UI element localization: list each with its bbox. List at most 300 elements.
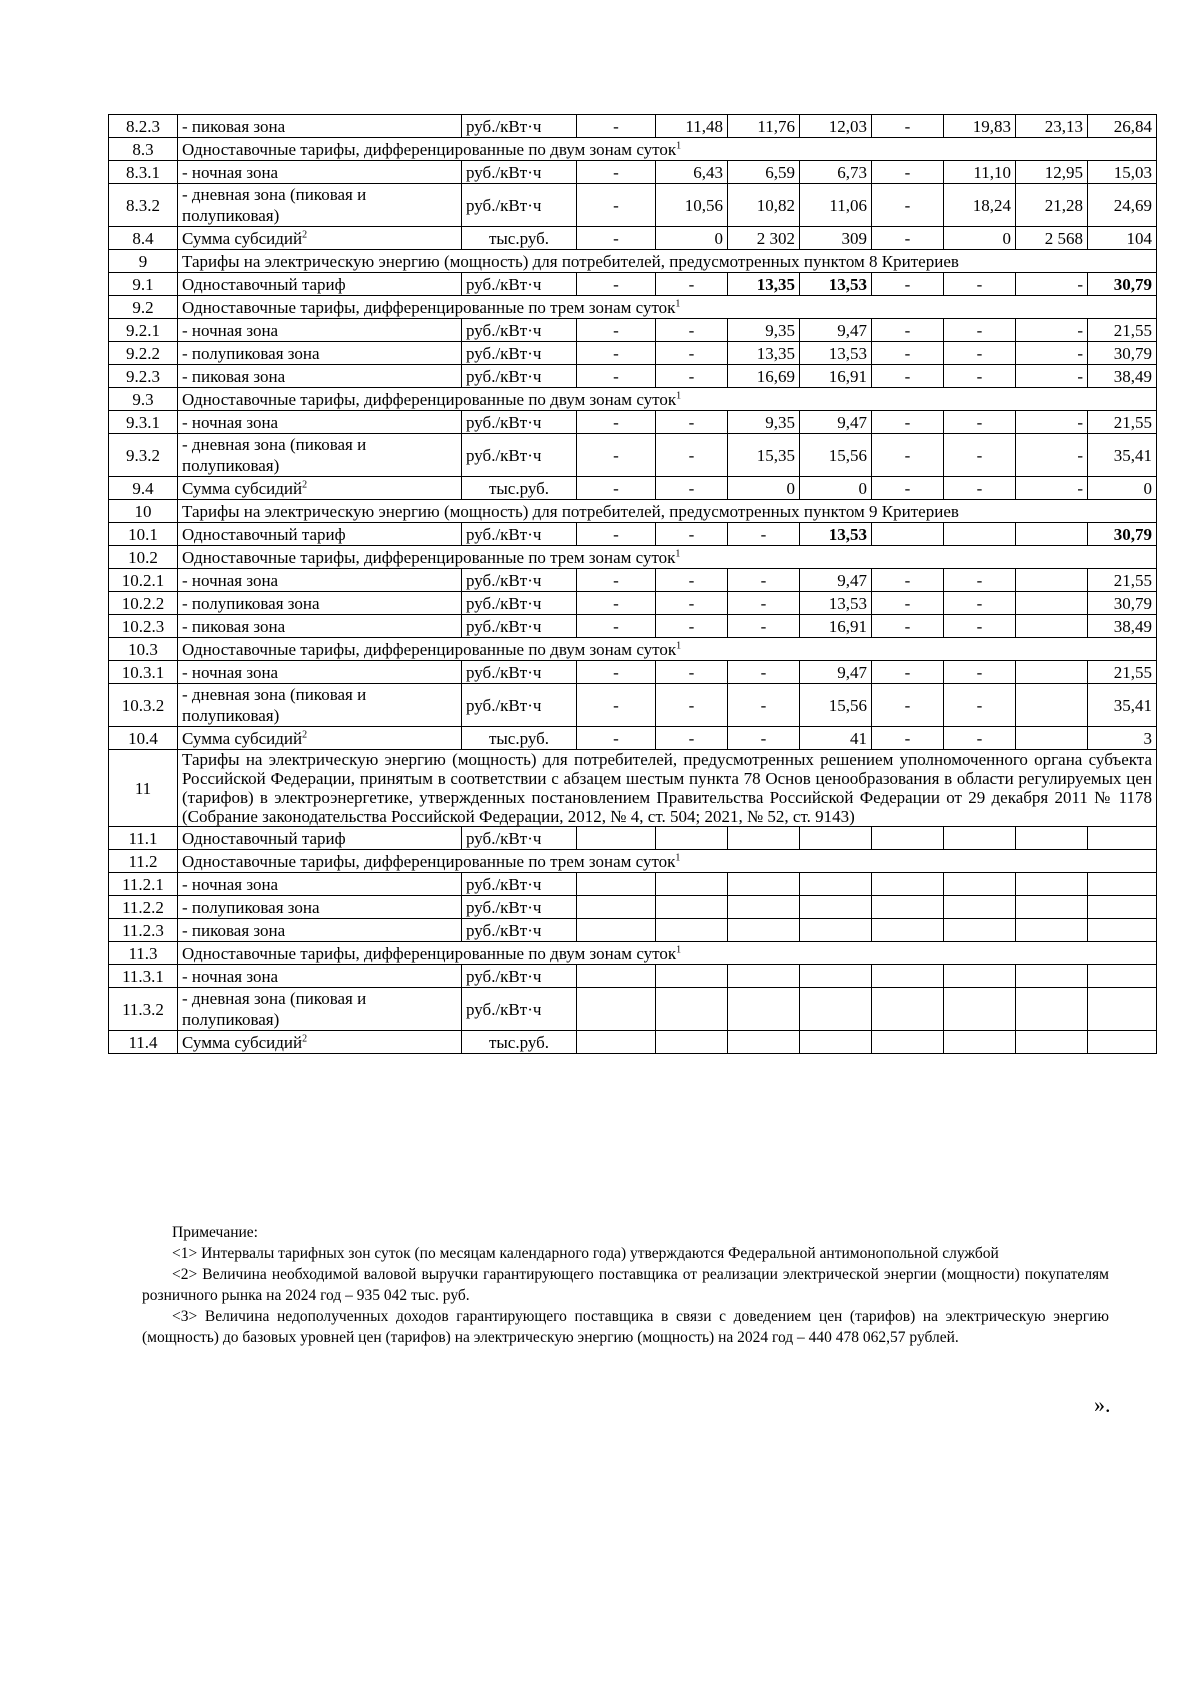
value-cell: 0 [656,227,728,250]
row-name [178,896,462,919]
value-cell [656,873,728,896]
table-row [109,273,1157,296]
value-cell: 9,35 [728,319,800,342]
row-name-text: - ночная зона [182,966,279,986]
value-cell: - [656,434,728,477]
value-cell [1088,988,1157,1031]
value-cell: 16,91 [800,365,872,388]
value-cell: - [1016,411,1088,434]
row-name [178,965,462,988]
value-cell [944,919,1016,942]
row-name [178,227,462,250]
value-cell: - [577,319,656,342]
note-1: <1> Интервалы тарифных зон суток (по месяцам календарного года) утверждаются Федеральной антимонопольной службой [172,1245,999,1262]
section-text: Одноставочные тарифы, дифференцированные по трем зонам суток [182,851,676,871]
row-unit: руб./кВт·ч [462,342,577,365]
footnote-ref: 1 [675,297,681,309]
value-cell: - [728,684,800,727]
row-name [178,477,462,500]
footnote-ref: 1 [675,851,681,863]
row-name-text: Одноставочный тариф [182,828,346,848]
section-title [178,138,1157,161]
value-cell: - [944,342,1016,365]
section-text: Тарифы на электрическую энергию (мощность) для потребителей, предусмотренных решением уполномоченного органа субъекта Российской Федерации, принятым в соответствии с абзацем шестым пункта 78 Основ ценообразования в области регулируемых цен (тарифов) в электроэнергетике, утвержденных постановлением Правительства Российской Федерации от 29 декабря 2011 № 1178 (Собрание законодательства Российской Федерации, 2012, № 4, ст. 504; 2021, № 52, ст. 9143) [182,750,1152,826]
value-cell: 15,03 [1088,161,1157,184]
value-cell: - [944,434,1016,477]
row-unit: руб./кВт·ч [462,184,577,227]
value-cell [944,988,1016,1031]
table-row [109,942,1157,965]
value-cell: - [872,342,944,365]
value-cell: - [577,184,656,227]
value-cell: - [728,523,800,546]
section-title [178,638,1157,661]
row-name-text: Сумма субсидий [182,478,303,498]
table-row [109,827,1157,850]
value-cell [800,873,872,896]
section-text: Одноставочные тарифы, дифференцированные по двум зонам суток [182,639,677,659]
row-name-text: - дневная зона (пиковая и полупиковая) [182,989,367,1029]
value-cell [872,919,944,942]
table-row [109,319,1157,342]
value-cell: - [577,661,656,684]
table-row [109,342,1157,365]
table-row [109,661,1157,684]
value-cell: 11,10 [944,161,1016,184]
footnote-ref: 1 [676,139,682,151]
value-cell: - [1016,477,1088,500]
row-code: 9.3.1 [109,411,178,434]
footnote-ref: 1 [676,943,682,955]
value-cell: - [656,477,728,500]
table-row [109,684,1157,727]
row-code: 10 [109,500,178,523]
value-cell [944,523,1016,546]
row-name [178,988,462,1031]
row-name [178,919,462,942]
tariff-table-body [109,115,1157,1054]
value-cell: - [728,569,800,592]
row-name-text: - пиковая зона [182,366,286,386]
row-name [178,184,462,227]
section-title [178,500,1157,523]
value-cell: - [728,661,800,684]
section-title [178,942,1157,965]
table-row [109,965,1157,988]
value-cell: - [872,684,944,727]
value-cell [656,965,728,988]
value-cell [577,965,656,988]
value-cell [728,965,800,988]
value-cell [944,873,1016,896]
row-name [178,569,462,592]
value-cell: 13,35 [728,342,800,365]
row-code: 9.4 [109,477,178,500]
row-name-text: - полупиковая зона [182,897,320,917]
value-cell: - [872,273,944,296]
value-cell: 9,47 [800,569,872,592]
value-cell: - [872,161,944,184]
row-name-text: Одноставочный тариф [182,524,346,544]
value-cell [1016,661,1088,684]
value-cell: 35,41 [1088,684,1157,727]
row-unit: руб./кВт·ч [462,434,577,477]
value-cell: - [656,661,728,684]
value-cell: - [656,523,728,546]
table-row [109,411,1157,434]
row-unit: руб./кВт·ч [462,523,577,546]
value-cell [800,896,872,919]
value-cell: 9,47 [800,411,872,434]
value-cell: - [944,684,1016,727]
value-cell: - [872,661,944,684]
value-cell [577,896,656,919]
row-name-text: - пиковая зона [182,616,286,636]
table-row [109,638,1157,661]
value-cell [577,988,656,1031]
row-name [178,615,462,638]
value-cell: 6,43 [656,161,728,184]
value-cell: - [656,319,728,342]
row-code: 10.3.2 [109,684,178,727]
value-cell [944,896,1016,919]
notes-title: Примечание: [172,1224,258,1241]
value-cell [944,827,1016,850]
table-row [109,523,1157,546]
value-cell [1088,896,1157,919]
value-cell [656,896,728,919]
row-name [178,873,462,896]
section-text: Одноставочные тарифы, дифференцированные по трем зонам суток [182,297,676,317]
row-code: 10.3.1 [109,661,178,684]
table-row [109,296,1157,319]
row-name-text: - ночная зона [182,570,279,590]
tariff-table [108,114,1157,1054]
value-cell: - [577,365,656,388]
row-name [178,661,462,684]
section-title [178,546,1157,569]
row-unit: руб./кВт·ч [462,965,577,988]
table-row [109,850,1157,873]
row-code: 10.2.2 [109,592,178,615]
table-row [109,615,1157,638]
table-row [109,250,1157,273]
value-cell: 21,55 [1088,411,1157,434]
section-title [178,750,1157,827]
row-code: 11.2 [109,850,178,873]
row-unit: тыс.руб. [462,727,577,750]
value-cell: 13,53 [800,592,872,615]
value-cell [656,988,728,1031]
value-cell: 30,79 [1088,342,1157,365]
row-name-text: Сумма субсидий [182,228,303,248]
value-cell: 0 [728,477,800,500]
row-code: 10.4 [109,727,178,750]
value-cell [872,965,944,988]
row-name-text: - дневная зона (пиковая и полупиковая) [182,685,367,725]
closing-quote: ». [1094,1392,1111,1417]
row-name [178,1031,462,1054]
value-cell: - [656,569,728,592]
section-title [178,850,1157,873]
row-name [178,523,462,546]
value-cell: - [728,727,800,750]
row-code: 9.2.1 [109,319,178,342]
value-cell [1016,873,1088,896]
value-cell: 11,48 [656,115,728,138]
row-name-text: - ночная зона [182,162,279,182]
row-name [178,115,462,138]
value-cell [1016,1031,1088,1054]
row-code: 10.2 [109,546,178,569]
row-name [178,342,462,365]
section-text: Тарифы на электрическую энергию (мощность) для потребителей, предусмотренных пунктом 8 Критериев [182,251,959,271]
value-cell [728,827,800,850]
value-cell [1016,615,1088,638]
row-unit: руб./кВт·ч [462,569,577,592]
value-cell: - [577,115,656,138]
value-cell: 18,24 [944,184,1016,227]
value-cell [1016,592,1088,615]
value-cell: 6,73 [800,161,872,184]
table-row [109,477,1157,500]
value-cell [800,1031,872,1054]
value-cell [944,965,1016,988]
row-unit: руб./кВт·ч [462,919,577,942]
value-cell: 21,55 [1088,569,1157,592]
row-name-text: - ночная зона [182,874,279,894]
value-cell: - [577,434,656,477]
value-cell [1016,827,1088,850]
value-cell [656,919,728,942]
value-cell [728,919,800,942]
value-cell: - [656,727,728,750]
value-cell: - [577,615,656,638]
row-code: 8.3.1 [109,161,178,184]
value-cell [577,827,656,850]
row-name-text: - ночная зона [182,412,279,432]
value-cell [1088,919,1157,942]
table-row [109,161,1157,184]
value-cell: 13,53 [800,273,872,296]
row-name-text: - дневная зона (пиковая и полупиковая) [182,185,367,225]
row-code: 8.2.3 [109,115,178,138]
value-cell: 21,55 [1088,661,1157,684]
value-cell [872,896,944,919]
section-text: Тарифы на электрическую энергию (мощность) для потребителей, предусмотренных пунктом 9 Критериев [182,501,959,521]
value-cell: 16,91 [800,615,872,638]
value-cell [944,1031,1016,1054]
value-cell: - [872,184,944,227]
value-cell: - [577,227,656,250]
note-2: <2> Величина необходимой валовой выручки гарантирующего поставщика от реализации электрической энергии (мощности) покупателям розничного рынка на 2024 год – 935 042 тыс. руб. [142,1266,1109,1304]
value-cell: 0 [944,227,1016,250]
value-cell: 0 [800,477,872,500]
value-cell: 16,69 [728,365,800,388]
row-name-text: - дневная зона (пиковая и полупиковая) [182,435,367,475]
table-row [109,365,1157,388]
value-cell: 12,03 [800,115,872,138]
value-cell: 15,56 [800,684,872,727]
table-row [109,434,1157,477]
value-cell: - [577,727,656,750]
value-cell: - [656,592,728,615]
row-unit: руб./кВт·ч [462,661,577,684]
value-cell: - [577,523,656,546]
value-cell: 13,53 [800,342,872,365]
value-cell: - [944,592,1016,615]
value-cell: - [656,411,728,434]
value-cell: - [728,615,800,638]
value-cell: - [577,161,656,184]
value-cell: - [944,661,1016,684]
value-cell [800,988,872,1031]
row-name-text: Сумма субсидий [182,1032,303,1052]
value-cell: 21,28 [1016,184,1088,227]
value-cell: - [1016,434,1088,477]
value-cell: 0 [1088,477,1157,500]
value-cell: 15,56 [800,434,872,477]
row-code: 10.2.1 [109,569,178,592]
value-cell: 30,79 [1088,592,1157,615]
value-cell: 11,76 [728,115,800,138]
value-cell: - [1016,319,1088,342]
value-cell: 10,82 [728,184,800,227]
row-unit: руб./кВт·ч [462,592,577,615]
footnote-ref: 2 [302,1032,308,1044]
value-cell [577,1031,656,1054]
row-code: 8.3 [109,138,178,161]
row-unit: руб./кВт·ч [462,365,577,388]
row-unit: руб./кВт·ч [462,273,577,296]
value-cell: 3 [1088,727,1157,750]
value-cell [800,827,872,850]
table-row [109,546,1157,569]
row-name-text: - полупиковая зона [182,343,320,363]
value-cell: - [944,273,1016,296]
row-code: 9.3.2 [109,434,178,477]
value-cell: 9,35 [728,411,800,434]
footnote-ref: 2 [302,728,308,740]
value-cell [1016,988,1088,1031]
row-code: 11.2.2 [109,896,178,919]
value-cell: 30,79 [1088,523,1157,546]
footnote-ref: 1 [675,547,681,559]
row-name [178,161,462,184]
value-cell: 38,49 [1088,615,1157,638]
value-cell: - [577,342,656,365]
table-row [109,750,1157,827]
row-unit: руб./кВт·ч [462,319,577,342]
value-cell [656,1031,728,1054]
value-cell [800,965,872,988]
value-cell: 12,95 [1016,161,1088,184]
section-text: Одноставочные тарифы, дифференцированные по двум зонам суток [182,389,677,409]
row-code: 11.3.2 [109,988,178,1031]
row-name-text: - пиковая зона [182,116,286,136]
value-cell [872,523,944,546]
value-cell [1016,919,1088,942]
row-unit: руб./кВт·ч [462,873,577,896]
section-text: Одноставочные тарифы, дифференцированные по двум зонам суток [182,139,677,159]
value-cell [800,919,872,942]
value-cell: - [577,477,656,500]
value-cell: - [872,569,944,592]
footnote-ref: 1 [676,389,682,401]
value-cell [1088,965,1157,988]
value-cell [728,1031,800,1054]
row-unit: руб./кВт·ч [462,896,577,919]
row-name-text: Сумма субсидий [182,728,303,748]
value-cell: 6,59 [728,161,800,184]
value-cell [1016,896,1088,919]
row-name [178,319,462,342]
value-cell: - [728,592,800,615]
value-cell: 13,35 [728,273,800,296]
row-code: 9 [109,250,178,273]
value-cell [577,873,656,896]
footnote-ref: 2 [302,228,308,240]
row-name-text: - пиковая зона [182,920,286,940]
table-row [109,138,1157,161]
value-cell [728,873,800,896]
table-row [109,727,1157,750]
table-row [109,227,1157,250]
row-unit: руб./кВт·ч [462,161,577,184]
row-code: 9.2.3 [109,365,178,388]
section-text: Одноставочные тарифы, дифференцированные по двум зонам суток [182,943,677,963]
value-cell: - [1016,273,1088,296]
value-cell: 38,49 [1088,365,1157,388]
value-cell [1088,827,1157,850]
row-name-text: - полупиковая зона [182,593,320,613]
value-cell: - [872,615,944,638]
value-cell [728,988,800,1031]
row-name [178,411,462,434]
value-cell [872,827,944,850]
row-code: 9.3 [109,388,178,411]
row-code: 11.4 [109,1031,178,1054]
table-row [109,184,1157,227]
value-cell [1016,727,1088,750]
value-cell: 24,69 [1088,184,1157,227]
value-cell: - [872,319,944,342]
value-cell: - [656,273,728,296]
row-unit: руб./кВт·ч [462,684,577,727]
row-code: 9.2.2 [109,342,178,365]
value-cell: 15,35 [728,434,800,477]
value-cell: - [872,434,944,477]
value-cell [1016,569,1088,592]
row-code: 11.3 [109,942,178,965]
value-cell: 2 568 [1016,227,1088,250]
value-cell: - [872,227,944,250]
value-cell: - [944,319,1016,342]
table-row [109,115,1157,138]
value-cell: - [872,727,944,750]
row-code: 8.3.2 [109,184,178,227]
row-unit: руб./кВт·ч [462,615,577,638]
value-cell: - [656,342,728,365]
value-cell: - [872,115,944,138]
value-cell [1016,965,1088,988]
table-row [109,873,1157,896]
value-cell [577,919,656,942]
table-row [109,896,1157,919]
footnote-ref: 2 [302,478,308,490]
row-code: 11.3.1 [109,965,178,988]
row-code: 11.2.1 [109,873,178,896]
